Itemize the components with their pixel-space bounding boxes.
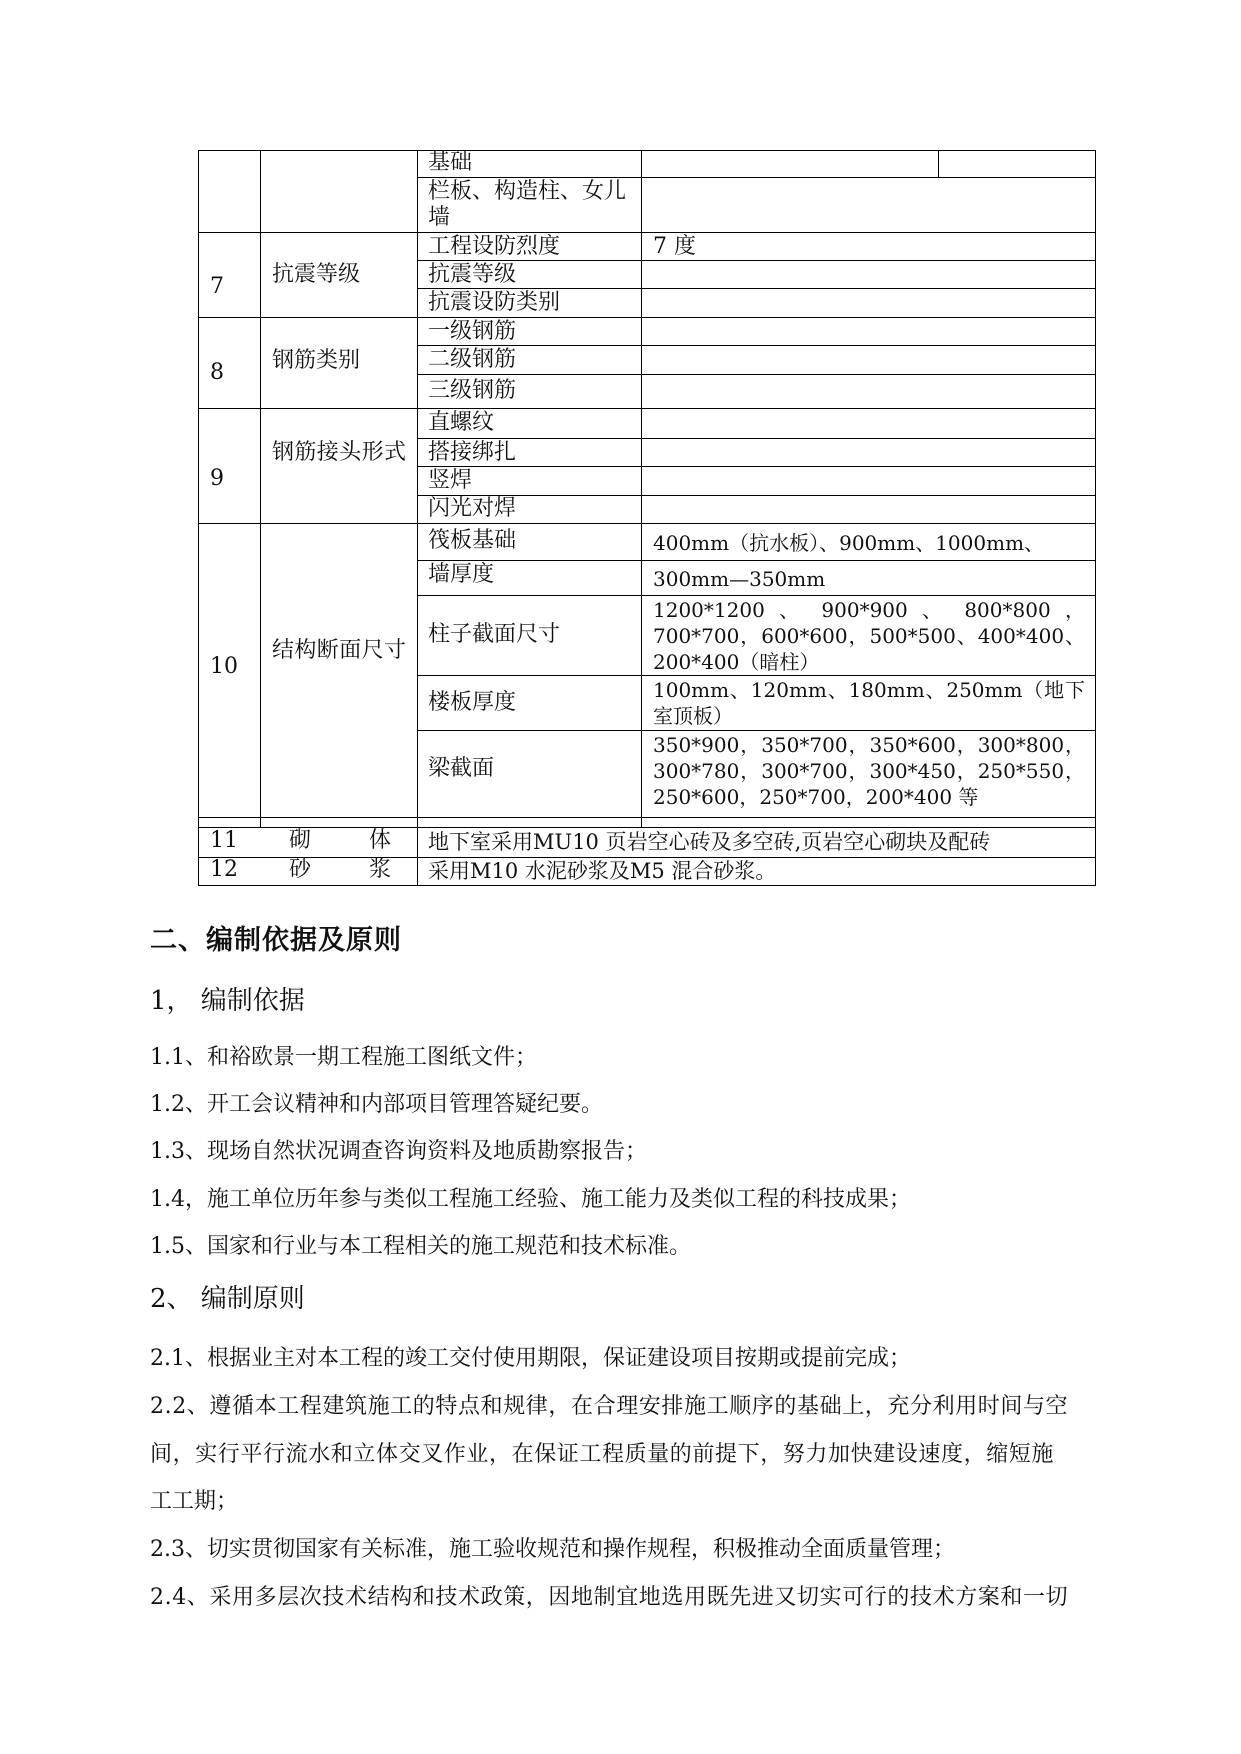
table-cell-value: 400mm（抗水板）、900mm、1000mm、 [653,531,1045,555]
table-cell-item: 墙厚度 [428,562,495,587]
table-col-divider [938,150,939,177]
table-row-divider [417,345,1096,346]
table-cell-value: 7 度 [653,234,696,259]
table-cell-item: 竖焊 [428,468,473,493]
table-cell-value: 350*900，350*700，350*600，300*800，300*780，300*700，300*450，250*550，250*600，250*700，200*400 等 [653,733,1085,809]
table-cell-item: 搭接绑扎 [428,440,517,465]
table-cell-value: 1200*1200 、 900*900 、 800*800 ，700*700，600*600，500*500、400*400、200*400（暗柱） [653,598,1085,674]
table-row-divider [417,466,1096,467]
table-row-divider [198,885,1096,886]
basis-item: 1.5、国家和行业与本工程相关的施工规范和技术标准。 [150,1234,691,1259]
table-cell-number: 11 [210,828,238,853]
table-row-divider [417,374,1096,375]
table-cell-item: 梁截面 [428,756,495,781]
table-cell-item: 抗震设防类别 [428,290,561,315]
table-cell-item: 闪光对焊 [428,496,517,521]
table-row-divider [417,560,1096,561]
table-cell-number: 8 [210,360,224,385]
table-cell-number: 9 [210,466,224,491]
table-row-divider [417,260,1096,261]
basis-item: 1.1、和裕欧景一期工程施工图纸文件； [150,1045,537,1070]
subsection-heading-basis: 1， 编制依据 [150,986,305,1016]
table-row-divider [198,408,1096,409]
basis-item: 1.2、开工会议精神和内部项目管理答疑纪要。 [150,1092,603,1117]
table-row-divider [198,317,1096,318]
table-cell-item: 三级钢筋 [428,378,517,403]
table-cell-value: 采用M10 水泥砂浆及M5 混合砂浆。 [428,859,777,883]
table-cell-item: 楼板厚度 [428,690,517,715]
table-cell-item: 二级钢筋 [428,347,517,372]
table-row-divider [198,523,1096,524]
table-cell-item: 抗震等级 [428,262,517,287]
table-border-left [198,150,199,886]
project-overview-table [198,150,1096,886]
table-row-divider [417,730,1096,731]
principle-item: 间，实行平行流水和立体交叉作业，在保证工程质量的前提下，努力加快建设速度，缩短施 [150,1442,1055,1467]
table-cell-item: 工程设防烈度 [428,234,561,259]
principle-item: 2.4、采用多层次技术结构和技术政策，因地制宜地选用既先进又切实可行的技术方案和一切 [150,1585,1069,1610]
table-row-divider [417,675,1096,676]
table-cell-value: 300mm—350mm [653,567,826,591]
table-row-divider [417,177,1096,178]
table-row-divider [198,817,1096,818]
table-cell-item: 一级钢筋 [428,319,517,344]
table-row-divider [198,232,1096,233]
table-cell-item: 基础 [428,150,473,175]
table-cell-category: 砂 浆 [289,857,410,882]
basis-item: 1.4，施工单位历年参与类似工程施工经验、施工能力及类似工程的科技成果； [150,1187,911,1212]
basis-item: 1.3、现场自然状况调查咨询资料及地质勘察报告； [150,1139,647,1164]
subsection-heading-principles: 2、 编制原则 [150,1284,305,1314]
table-cell-item: 直螺纹 [428,410,495,435]
table-cell-category: 砌 体 [289,828,410,853]
table-cell-category: 钢筋类别 [272,348,361,373]
table-row-divider [417,288,1096,289]
table-row-divider [417,595,1096,596]
table-cell-value: 地下室采用MU10 页岩空心砖及多空砖,页岩空心砌块及配砖 [428,830,991,854]
table-col-divider [641,150,642,827]
table-cell-number: 10 [210,654,238,679]
table-cell-item: 栏板、构造柱、女儿墙 [428,179,627,230]
table-row-divider [417,438,1096,439]
principle-item: 2.3、切实贯彻国家有关标准，施工验收规范和操作规程，积极推动全面质量管理； [150,1537,955,1562]
table-cell-number: 12 [210,857,238,882]
table-row-divider [198,150,1096,151]
table-cell-item: 柱子截面尺寸 [428,622,561,647]
section-heading: 二、编制依据及原则 [150,925,402,956]
table-col-divider [260,150,261,827]
table-cell-value: 100mm、120mm、180mm、250mm（地下室顶板） [653,678,1085,728]
table-row-divider [417,495,1096,496]
table-cell-category: 结构断面尺寸 [272,638,406,663]
table-cell-category: 抗震等级 [272,262,361,287]
principle-item: 2.2、遵循本工程建筑施工的特点和规律，在合理安排施工顺序的基础上，充分利用时间与空 [150,1394,1069,1419]
table-cell-number: 7 [210,274,224,299]
principle-item: 2.1、根据业主对本工程的竣工交付使用期限，保证建设项目按期或提前完成； [150,1346,911,1371]
table-cell-item: 筏板基础 [428,528,517,553]
principle-item: 工工期； [150,1489,239,1514]
table-cell-category: 钢筋接头形式 [272,440,406,465]
